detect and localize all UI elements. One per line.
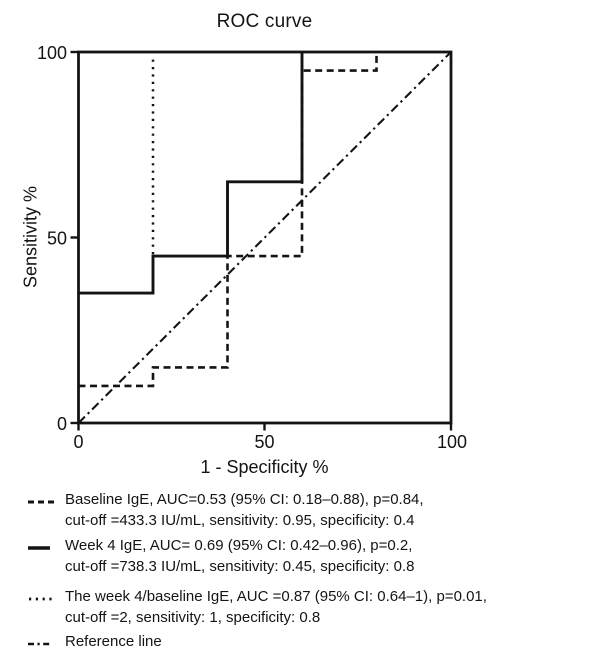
legend-line: Reference line (65, 633, 162, 650)
y-tick-label-100: 100 (36, 43, 67, 63)
dashdot-line-symbol (27, 637, 57, 651)
legend-text-week4-baseline-ratio (65, 586, 487, 628)
legend-line: cut-off =738.3 IU/mL, sensitivity: 0.45, specificity: 0.8 (65, 558, 415, 575)
y-axis-label: Sensitivity % (20, 185, 41, 289)
y-tick-label-0: 0 (56, 414, 67, 434)
legend-entry-baseline-ige (27, 489, 587, 531)
legend (27, 489, 587, 652)
x-tick-label-0: 0 (73, 432, 84, 452)
legend-entry-week4-baseline-ratio (27, 586, 587, 628)
legend-entry-week4-ige (27, 535, 587, 577)
chart-title: ROC curve (216, 11, 313, 32)
x-tick-label-50: 50 (254, 432, 275, 452)
legend-entry-reference-line (27, 631, 587, 652)
y-tick-label-50: 50 (46, 228, 67, 249)
roc-curve-week4-ige (79, 52, 303, 293)
legend-text-reference-line (65, 631, 162, 652)
legend-text-baseline-ige (65, 489, 424, 531)
x-axis-label: 1 - Specificity % (200, 457, 329, 477)
dotted-line-symbol (27, 592, 57, 606)
solid-line-symbol (27, 541, 57, 555)
legend-text-week4-ige (65, 535, 414, 577)
legend-line: The week 4/baseline IgE, AUC =0.87 (95% CI: 0.64–1), p=0.01, (65, 588, 487, 605)
legend-line: Week 4 IgE, AUC= 0.69 (95% CI: 0.42–0.96), p=0.2, (65, 537, 413, 554)
dashed-line-symbol (27, 495, 57, 509)
reference-line (79, 52, 452, 423)
legend-line: Baseline IgE, AUC=0.53 (95% CI: 0.18–0.88), p=0.84, (65, 491, 424, 508)
x-tick-label-100: 100 (436, 432, 468, 452)
legend-line: cut-off =433.3 IU/mL, sensitivity: 0.95, specificity: 0.4 (65, 512, 415, 529)
legend-line: cut-off =2, sensitivity: 1, specificity: 0.8 (65, 609, 321, 626)
